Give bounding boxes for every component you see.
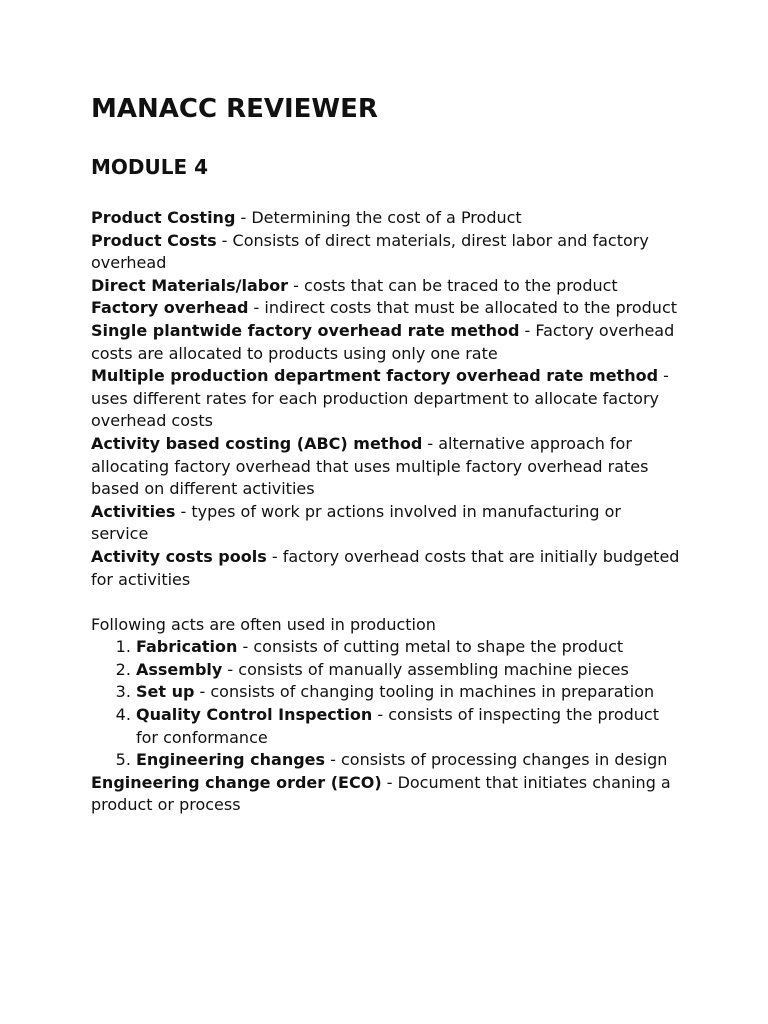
list-item	[136, 704, 681, 749]
definition-entry	[91, 501, 681, 546]
list-item	[136, 636, 681, 659]
definition-description: - types of work pr actions involved in manufacturing or service	[91, 501, 621, 544]
definition-description: - Factory overhead costs are allocated to products using only one rate	[91, 320, 675, 363]
definition-description: - Consists of direct materials, direst labor and factory overhead	[91, 230, 649, 273]
activities-intro: Following acts are often used in production	[91, 614, 436, 634]
definition-entry	[91, 772, 681, 817]
definition-term: Single plantwide factory overhead rate method	[91, 320, 520, 340]
definition-term: Direct Materials/labor	[91, 275, 289, 295]
list-item	[136, 681, 681, 704]
list-item-term: Assembly	[136, 659, 223, 679]
document-title: MANACC REVIEWER	[91, 94, 378, 124]
activities-list	[91, 636, 681, 772]
definition-description: - alternative approach for allocating factory overhead that uses multiple factory overhead rates based on different activities	[91, 433, 649, 499]
document-body	[91, 207, 681, 817]
list-item	[136, 659, 681, 682]
definition-entry	[91, 275, 681, 298]
definition-description: - factory overhead costs that are initially budgeted for activities	[91, 546, 680, 589]
definition-entry	[91, 207, 681, 230]
definition-entry	[91, 320, 681, 365]
definition-description: - Determining the cost of a Product	[235, 208, 522, 227]
list-item-term: Quality Control Inspection	[136, 705, 373, 725]
definition-entry	[91, 230, 681, 275]
definition-description: - Document that initiates chaning a product or process	[91, 772, 671, 815]
list-item	[136, 749, 681, 772]
definition-term: Activities	[91, 501, 176, 521]
list-item-term: Set up	[136, 682, 195, 702]
definition-term: Factory overhead	[91, 298, 249, 318]
list-item-term: Engineering changes	[136, 750, 326, 770]
definition-description: - uses different rates for each production department to allocate factory overhead costs	[91, 366, 669, 431]
definition-description: - indirect costs that must be allocated to the product	[248, 298, 678, 318]
definition-entry	[91, 546, 681, 591]
module-heading: MODULE 4	[91, 155, 209, 179]
list-item-description: - consists of manually assembling machine pieces	[222, 659, 629, 679]
definition-description: - costs that can be traced to the product	[288, 275, 618, 295]
definition-term: Activity based costing (ABC) method	[91, 433, 423, 453]
list-item-description: - consists of inspecting the product for conformance	[136, 705, 659, 747]
definition-term: Product Costing	[91, 208, 236, 227]
definition-term: Multiple production department factory overhead rate method	[91, 366, 659, 386]
list-item-description: - consists of cutting metal to shape the product	[237, 637, 624, 657]
list-item-description: - consists of processing changes in design	[325, 750, 668, 770]
definition-term: Engineering change order (ECO)	[91, 772, 382, 792]
definition-entry	[91, 297, 681, 320]
list-item-term: Fabrication	[136, 637, 238, 657]
definition-entry	[91, 365, 681, 433]
paragraph-spacer	[91, 591, 681, 614]
list-item-description: - consists of changing tooling in machines in preparation	[194, 682, 655, 702]
definition-term: Activity costs pools	[91, 546, 267, 566]
definition-term: Product Costs	[91, 230, 217, 250]
definition-entry	[91, 433, 681, 501]
